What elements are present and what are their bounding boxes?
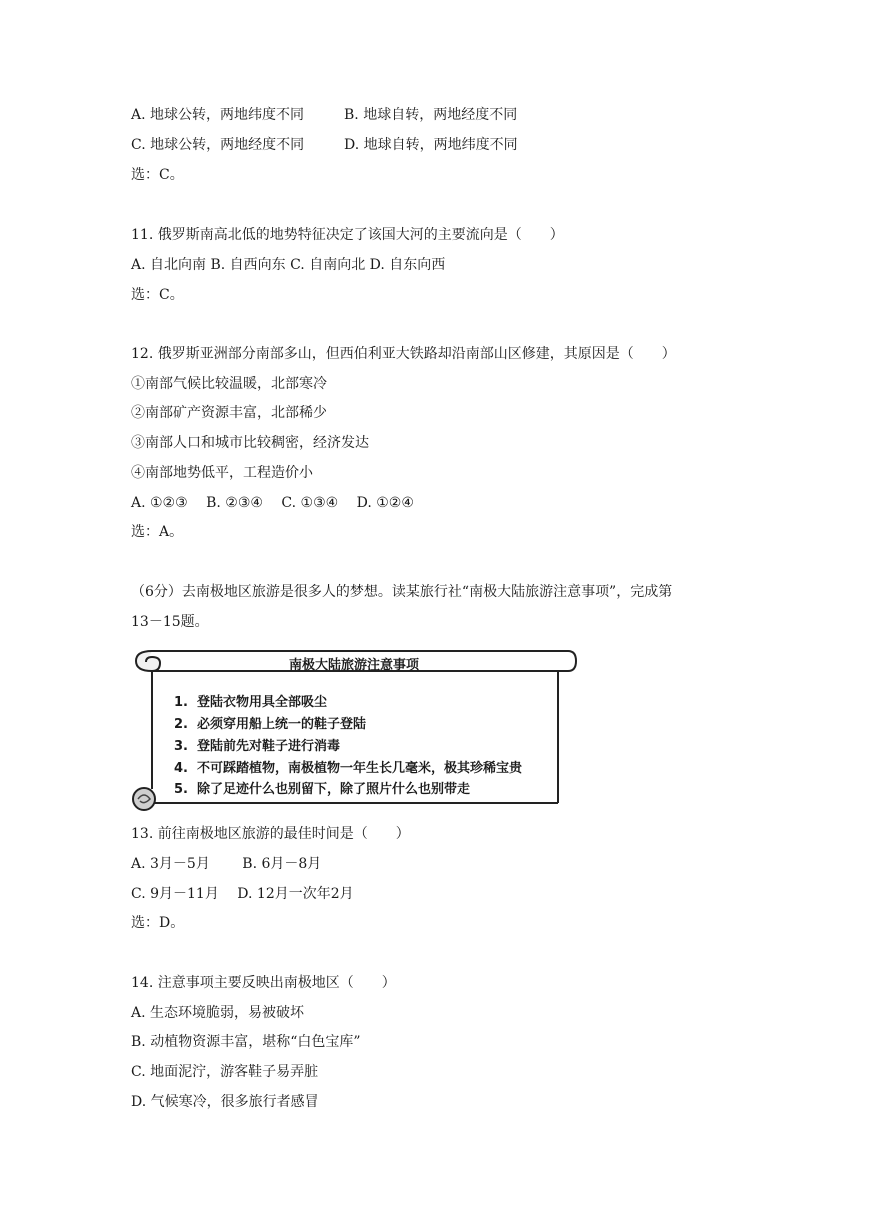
q14-option-b: B. 动植物资源丰富，堪称“白色宝库” — [131, 1034, 361, 1050]
q10-option-c: C. 地球公转，两地经度不同 — [131, 137, 305, 153]
notice-item: 3. 登陆前先对鞋子进行消毒 — [174, 739, 341, 754]
q14-option-c: C. 地面泥泞，游客鞋子易弄脏 — [131, 1064, 319, 1080]
notice-scroll-figure — [130, 647, 578, 812]
notice-item: 4. 不可踩踏植物，南极植物一年生长几毫米，极其珍稀宝贵 — [174, 761, 523, 776]
intro-line-1: （6分）去南极地区旅游是很多人的梦想。读某旅行社“南极大陆旅游注意事项”，完成第 — [131, 584, 673, 600]
q14-option-d: D. 气候寒冷，很多旅行者感冒 — [131, 1094, 319, 1110]
q10-option-d: D. 地球自转，两地纬度不同 — [344, 137, 518, 153]
q13-question: 13. 前往南极地区旅游的最佳时间是（ ） — [131, 826, 410, 842]
q14-question: 14. 注意事项主要反映出南极地区（ ） — [131, 975, 396, 991]
q13-options-ab: A. 3月－5月 B. 6月－8月 — [131, 856, 322, 872]
notice-title: 南极大陆旅游注意事项 — [288, 658, 419, 673]
q14-option-a: A. 生态环境脆弱，易被破坏 — [131, 1005, 305, 1021]
q10-answer: 选：C。 — [131, 167, 184, 183]
q13-options-cd: C. 9月－11月 D. 12月一次年2月 — [131, 886, 354, 902]
q11-answer: 选：C。 — [131, 287, 184, 303]
q12-statement-2: ②南部矿产资源丰富，北部稀少 — [131, 405, 327, 421]
q11-options: A. 自北向南 B. 自西向东 C. 自南向北 D. 自东向西 — [131, 257, 446, 273]
q10-option-a: A. 地球公转，两地纬度不同 — [131, 107, 305, 123]
notice-item: 5. 除了足迹什么也别留下，除了照片什么也别带走 — [174, 782, 471, 797]
q12-question: 12. 俄罗斯亚洲部分南部多山，但西伯利亚大铁路却沿南部山区修建，其原因是（ ） — [131, 346, 676, 362]
q12-statement-3: ③南部人口和城市比较稠密，经济发达 — [131, 435, 369, 451]
q12-statement-4: ④南部地势低平，工程造价小 — [131, 465, 313, 481]
notice-item: 1. 登陆衣物用具全部吸尘 — [174, 695, 328, 710]
q12-answer: 选：A。 — [131, 524, 184, 540]
q12-statement-1: ①南部气候比较温暖，北部寒冷 — [131, 376, 327, 392]
q12-options: A. ①②③ B. ②③④ C. ①③④ D. ①②④ — [131, 495, 414, 511]
q10-option-b: B. 地球自转，两地经度不同 — [344, 107, 518, 123]
notice-item: 2. 必须穿用船上统一的鞋子登陆 — [174, 717, 367, 732]
q11-question: 11. 俄罗斯南高北低的地势特征决定了该国大河的主要流向是（ ） — [131, 227, 564, 243]
intro-line-2: 13－15题。 — [131, 614, 209, 630]
q13-answer: 选：D。 — [131, 915, 185, 931]
